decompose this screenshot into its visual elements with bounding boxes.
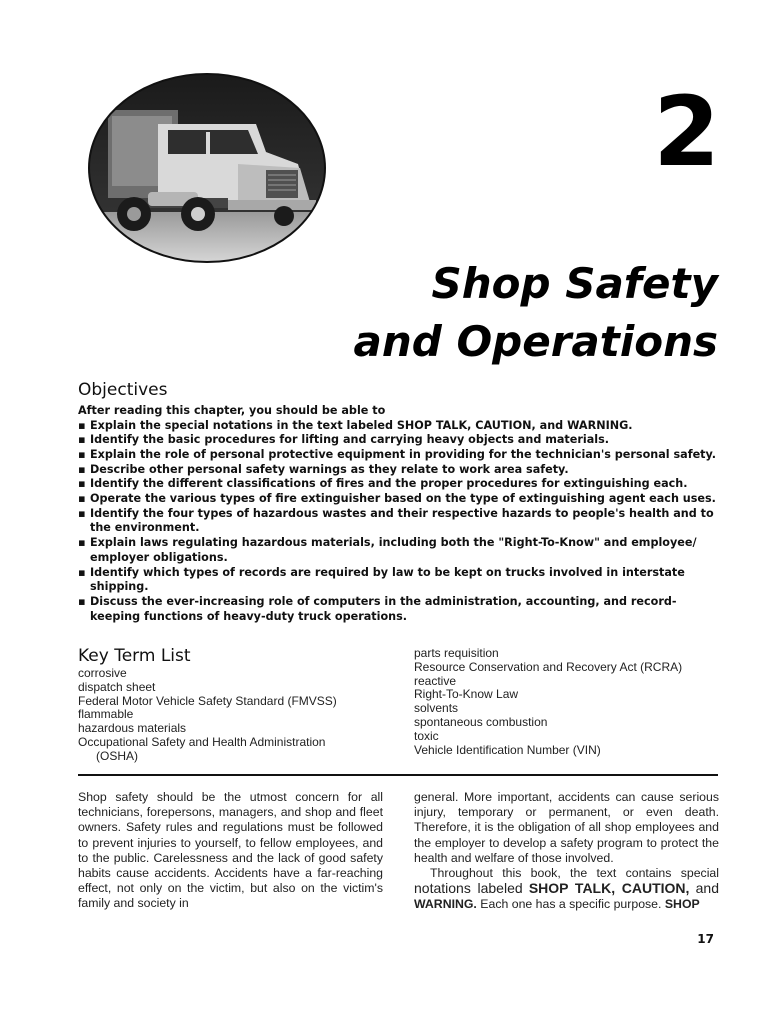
chapter-number: 2 (653, 76, 720, 188)
objectives-section (78, 378, 718, 624)
bullet-icon: ▪ (78, 506, 86, 520)
key-term: hazardous materials (78, 721, 187, 736)
key-term: reactive (414, 673, 457, 688)
key-term: (OSHA) (96, 748, 138, 763)
objective-item: ▪ Describe other personal safety warnings as they relate to work area safety. (78, 462, 569, 476)
key-term: Resource Conservation and Recovery Act (RCRA) (414, 659, 683, 674)
truck-photo (88, 72, 326, 264)
objective-item: ▪ Explain the special notations in the text labeled SHOP TALK, CAUTION, and WARNING. (78, 418, 633, 432)
bullet-icon: ▪ (78, 433, 86, 447)
key-term: corrosive (78, 666, 127, 680)
bullet-icon: ▪ (78, 462, 86, 476)
chapter-title-line1: Shop Safety (431, 259, 718, 308)
objectives-intro: After reading this chapter, you should be able to (78, 404, 386, 417)
key-term: spontaneous combustion (414, 714, 548, 729)
body-paragraph-right-2: Throughout this book, the text contains special notations labeled SHOP TALK, CAUTION, and WARNING. Each one has a specific purpose. SHOP (414, 866, 719, 912)
objective-item: ▪ Explain laws regulating hazardous materials, including both the "Right-To-Know" and employee/ employer obligations. (78, 536, 697, 564)
body-paragraph-right-1: general. More important, accidents can cause serious injury, temporary or permanent, or even death. Therefore, it is the obligation of all shop employees and the employer to develop a safety program to protect the health and welfare of those involved. (414, 790, 719, 865)
key-term-section (78, 645, 718, 770)
bullet-icon: ▪ (78, 565, 86, 579)
page-number: 17 (697, 932, 714, 946)
body-paragraph-left: Shop safety should be the utmost concern for all technicians, forepersons, managers, and shop and fleet owners. Safety rules and regulations must be followed to prevent injuries to yourself, to fellow employees, and to the public. Carelessness and the lack of good safety habits cause accidents. Accidents have a far-reaching effect, not only on the victim, but also on the victim's family and society in (78, 790, 383, 911)
objective-item: ▪ Identify the four types of hazardous wastes and their respective hazards to people's health and to the environment. (78, 506, 714, 535)
chapter-title-line2: and Operations (353, 317, 718, 366)
key-term-list-left (78, 667, 388, 764)
bullet-icon: ▪ (78, 447, 86, 461)
key-term: flammable (78, 707, 134, 722)
key-term: toxic (414, 728, 439, 743)
chapter-title (218, 255, 718, 371)
objective-item: ▪ Identify the basic procedures for lifting and carrying heavy objects and materials. (78, 433, 610, 447)
bullet-icon: ▪ (78, 418, 86, 432)
objectives-heading: Objectives (78, 380, 168, 400)
section-divider (78, 774, 718, 776)
key-term: dispatch sheet (78, 679, 156, 694)
key-term-list-right (414, 647, 714, 757)
body-column-right (414, 790, 719, 913)
objective-item: ▪ Discuss the ever-increasing role of computers in the administration, accounting, and record-keeping functions of heavy-duty truck operations. (78, 594, 677, 623)
key-term: Vehicle Identification Number (VIN) (414, 742, 601, 757)
bullet-icon: ▪ (78, 536, 86, 550)
key-term: Right-To-Know Law (414, 687, 519, 702)
bullet-icon: ▪ (78, 594, 86, 608)
objective-item: ▪ Explain the role of personal protective equipment in providing for the technician's personal safety. (78, 447, 717, 461)
bullet-icon: ▪ (78, 477, 86, 491)
key-term: Federal Motor Vehicle Safety Standard (FMVSS) (78, 693, 337, 708)
objective-item: ▪ Identify the different classifications of fires and the proper procedures for extinguishing each. (78, 477, 688, 491)
objectives-list (78, 419, 718, 625)
key-term: solvents (414, 701, 459, 716)
key-term: parts requisition (414, 646, 499, 660)
key-term: Occupational Safety and Health Administration (78, 734, 326, 749)
objective-item: ▪ Operate the various types of fire extinguisher based on the type of extinguishing agent each uses. (78, 492, 716, 506)
key-term-heading: Key Term List (78, 646, 191, 666)
objective-item: ▪ Identify which types of records are required by law to be kept on trucks involved in interstate shipping. (78, 565, 685, 594)
bullet-icon: ▪ (78, 492, 86, 506)
